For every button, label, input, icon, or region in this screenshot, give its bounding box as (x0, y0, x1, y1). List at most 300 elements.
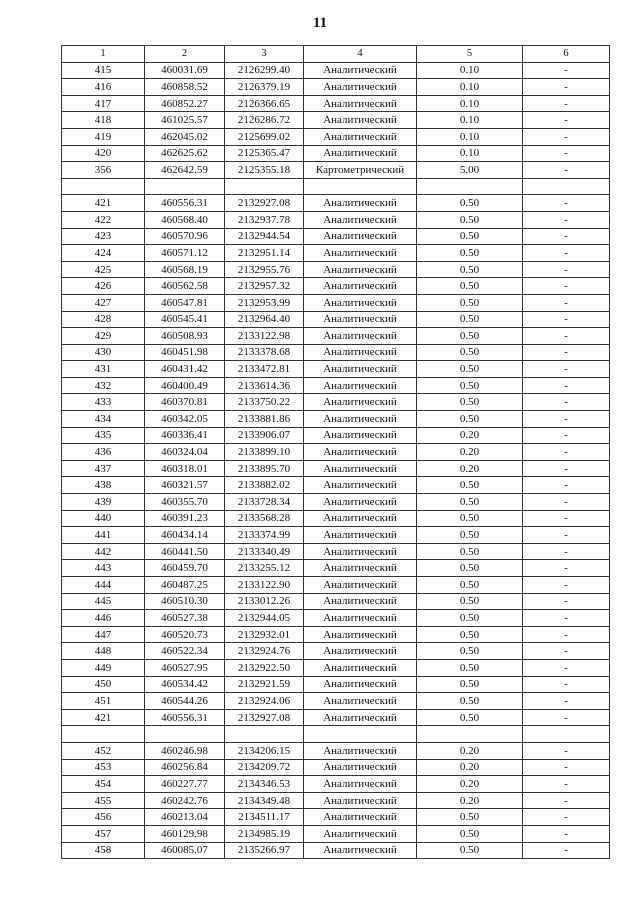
cell-x-coordinate: 460085.07 (145, 842, 225, 859)
cell-x-coordinate: 460570.96 (145, 228, 225, 245)
cell-method: Аналитический (304, 643, 417, 660)
cell-point-number: 430 (62, 344, 145, 361)
table-row (62, 344, 610, 361)
cell-method: Аналитический (304, 825, 417, 842)
cell-method: Аналитический (304, 444, 417, 461)
cell-note: - (523, 494, 610, 511)
table-body (62, 62, 610, 859)
cell-note: - (523, 261, 610, 278)
cell-x-coordinate: 460227.77 (145, 776, 225, 793)
cell-point-number: 436 (62, 444, 145, 461)
header-col-6: 6 (523, 46, 610, 63)
cell-note: - (523, 195, 610, 212)
table-row (62, 643, 610, 660)
table-row (62, 361, 610, 378)
cell-note: - (523, 460, 610, 477)
cell-y-coordinate: 2125699.02 (225, 128, 304, 145)
cell-point-number: 448 (62, 643, 145, 660)
cell-y-coordinate: 2133899.10 (225, 444, 304, 461)
cell-y-coordinate: 2132944.54 (225, 228, 304, 245)
cell-y-coordinate: 2133881.86 (225, 411, 304, 428)
cell-x-coordinate: 460858.52 (145, 79, 225, 96)
table-row (62, 311, 610, 328)
cell-point-number: 452 (62, 742, 145, 759)
cell-point-number: 431 (62, 361, 145, 378)
cell-method: Аналитический (304, 344, 417, 361)
cell-x-coordinate: 460852.27 (145, 95, 225, 112)
cell-x-coordinate: 460562.58 (145, 278, 225, 295)
cell-note: - (523, 211, 610, 228)
table-row (62, 95, 610, 112)
cell-x-coordinate: 460571.12 (145, 245, 225, 262)
cell-accuracy: 0.20 (417, 742, 523, 759)
cell-note: - (523, 759, 610, 776)
table-row (62, 145, 610, 162)
cell-accuracy: 0.50 (417, 278, 523, 295)
cell-x-coordinate: 460487.25 (145, 577, 225, 594)
cell-x-coordinate: 460434.14 (145, 527, 225, 544)
cell-x-coordinate: 460129.98 (145, 825, 225, 842)
cell-point-number: 438 (62, 477, 145, 494)
cell-accuracy: 0.50 (417, 494, 523, 511)
cell-note: - (523, 693, 610, 710)
cell-method: Аналитический (304, 95, 417, 112)
cell-note: - (523, 560, 610, 577)
cell-y-coordinate: 2133340.49 (225, 543, 304, 560)
cell-x-coordinate: 460431.42 (145, 361, 225, 378)
cell-accuracy: 0.50 (417, 543, 523, 560)
cell-y-coordinate: 2132964.40 (225, 311, 304, 328)
cell-note: - (523, 577, 610, 594)
cell-y-coordinate: 2132944.05 (225, 610, 304, 627)
cell-x-coordinate: 460391.23 (145, 510, 225, 527)
cell-x-coordinate: 460568.19 (145, 261, 225, 278)
cell-method: Аналитический (304, 510, 417, 527)
table-row (62, 759, 610, 776)
cell-point-number: 458 (62, 842, 145, 859)
cell-y-coordinate: 2135266.97 (225, 842, 304, 859)
cell-accuracy: 0.10 (417, 112, 523, 129)
cell-accuracy: 0.10 (417, 62, 523, 79)
cell-accuracy: 0.10 (417, 128, 523, 145)
cell-y-coordinate: 2132921.59 (225, 676, 304, 693)
cell-y-coordinate: 2134985.19 (225, 825, 304, 842)
cell-y-coordinate: 2133378.68 (225, 344, 304, 361)
cell-y-coordinate: 2133122.90 (225, 577, 304, 594)
cell-point-number: 423 (62, 228, 145, 245)
cell-method: Аналитический (304, 128, 417, 145)
cell-note: - (523, 427, 610, 444)
coordinates-table (61, 45, 610, 859)
cell-note: - (523, 643, 610, 660)
cell-point-number: 417 (62, 95, 145, 112)
cell-x-coordinate: 460527.95 (145, 659, 225, 676)
table-row (62, 809, 610, 826)
cell-note: - (523, 311, 610, 328)
cell-note: - (523, 527, 610, 544)
cell-point-number: 451 (62, 693, 145, 710)
cell-y-coordinate: 2126299.40 (225, 62, 304, 79)
cell-method: Аналитический (304, 294, 417, 311)
cell-note: - (523, 328, 610, 345)
cell-point-number: 440 (62, 510, 145, 527)
cell-point-number: 422 (62, 211, 145, 228)
cell-method: Аналитический (304, 195, 417, 212)
cell-accuracy: 0.20 (417, 776, 523, 793)
table-row (62, 377, 610, 394)
separator-row (62, 178, 610, 195)
cell-x-coordinate: 460451.98 (145, 344, 225, 361)
cell-y-coordinate: 2132953.99 (225, 294, 304, 311)
cell-y-coordinate: 2133728.34 (225, 494, 304, 511)
table-row (62, 162, 610, 179)
table-row (62, 427, 610, 444)
cell-point-number: 425 (62, 261, 145, 278)
cell-accuracy: 0.50 (417, 809, 523, 826)
cell-accuracy: 0.20 (417, 792, 523, 809)
cell-accuracy: 0.50 (417, 195, 523, 212)
cell-note: - (523, 112, 610, 129)
cell-x-coordinate: 460246.98 (145, 742, 225, 759)
cell-method: Аналитический (304, 842, 417, 859)
cell-note: - (523, 842, 610, 859)
table-row (62, 792, 610, 809)
cell-note: - (523, 394, 610, 411)
empty-cell (523, 726, 610, 743)
table-row (62, 693, 610, 710)
cell-method: Аналитический (304, 809, 417, 826)
cell-point-number: 442 (62, 543, 145, 560)
cell-method: Аналитический (304, 543, 417, 560)
cell-point-number: 420 (62, 145, 145, 162)
cell-y-coordinate: 2133614.36 (225, 377, 304, 394)
cell-y-coordinate: 2133122.98 (225, 328, 304, 345)
table-row (62, 477, 610, 494)
cell-accuracy: 0.50 (417, 560, 523, 577)
cell-method: Аналитический (304, 79, 417, 96)
cell-point-number: 441 (62, 527, 145, 544)
cell-y-coordinate: 2133012.26 (225, 593, 304, 610)
cell-point-number: 447 (62, 626, 145, 643)
cell-point-number: 434 (62, 411, 145, 428)
page-number: 11 (312, 15, 328, 31)
cell-note: - (523, 543, 610, 560)
cell-point-number: 450 (62, 676, 145, 693)
cell-method: Аналитический (304, 112, 417, 129)
empty-cell (304, 726, 417, 743)
empty-cell (145, 178, 225, 195)
cell-y-coordinate: 2125355.18 (225, 162, 304, 179)
cell-method: Аналитический (304, 427, 417, 444)
cell-accuracy: 0.50 (417, 593, 523, 610)
table-row (62, 510, 610, 527)
cell-y-coordinate: 2133895.70 (225, 460, 304, 477)
cell-accuracy: 0.10 (417, 145, 523, 162)
cell-method: Аналитический (304, 211, 417, 228)
cell-y-coordinate: 2132957.32 (225, 278, 304, 295)
cell-method: Аналитический (304, 527, 417, 544)
cell-method: Аналитический (304, 792, 417, 809)
cell-point-number: 455 (62, 792, 145, 809)
cell-x-coordinate: 460370.81 (145, 394, 225, 411)
empty-cell (62, 178, 145, 195)
table-row (62, 610, 610, 627)
cell-y-coordinate: 2133568.28 (225, 510, 304, 527)
table-row (62, 842, 610, 859)
cell-x-coordinate: 460522.34 (145, 643, 225, 660)
cell-y-coordinate: 2133255.12 (225, 560, 304, 577)
table-row (62, 195, 610, 212)
cell-point-number: 356 (62, 162, 145, 179)
cell-method: Аналитический (304, 311, 417, 328)
cell-y-coordinate: 2134346.53 (225, 776, 304, 793)
cell-method: Аналитический (304, 494, 417, 511)
table-row (62, 659, 610, 676)
cell-method: Аналитический (304, 709, 417, 726)
cell-point-number: 454 (62, 776, 145, 793)
empty-cell (304, 178, 417, 195)
cell-point-number: 435 (62, 427, 145, 444)
header-col-1: 1 (62, 46, 145, 63)
cell-x-coordinate: 460556.31 (145, 195, 225, 212)
cell-y-coordinate: 2133472.81 (225, 361, 304, 378)
cell-x-coordinate: 460321.57 (145, 477, 225, 494)
cell-note: - (523, 128, 610, 145)
cell-x-coordinate: 460336.41 (145, 427, 225, 444)
cell-x-coordinate: 460510.30 (145, 593, 225, 610)
table-row (62, 543, 610, 560)
cell-y-coordinate: 2132932.01 (225, 626, 304, 643)
cell-x-coordinate: 460544.26 (145, 693, 225, 710)
cell-y-coordinate: 2132927.08 (225, 195, 304, 212)
cell-point-number: 443 (62, 560, 145, 577)
cell-note: - (523, 294, 610, 311)
cell-method: Аналитический (304, 62, 417, 79)
cell-method: Аналитический (304, 261, 417, 278)
cell-accuracy: 0.50 (417, 527, 523, 544)
cell-x-coordinate: 462625.62 (145, 145, 225, 162)
cell-note: - (523, 245, 610, 262)
table-row (62, 245, 610, 262)
cell-method: Аналитический (304, 145, 417, 162)
table-row (62, 411, 610, 428)
cell-accuracy: 0.20 (417, 444, 523, 461)
cell-accuracy: 0.50 (417, 510, 523, 527)
cell-y-coordinate: 2132951.14 (225, 245, 304, 262)
cell-accuracy: 0.50 (417, 411, 523, 428)
table-row (62, 776, 610, 793)
cell-x-coordinate: 460527.38 (145, 610, 225, 627)
cell-point-number: 449 (62, 659, 145, 676)
cell-method: Аналитический (304, 759, 417, 776)
cell-point-number: 416 (62, 79, 145, 96)
cell-x-coordinate: 460242.76 (145, 792, 225, 809)
cell-x-coordinate: 462642.59 (145, 162, 225, 179)
cell-point-number: 424 (62, 245, 145, 262)
cell-note: - (523, 162, 610, 179)
empty-cell (523, 178, 610, 195)
cell-point-number: 426 (62, 278, 145, 295)
cell-y-coordinate: 2132922.50 (225, 659, 304, 676)
cell-method: Аналитический (304, 676, 417, 693)
cell-accuracy: 0.10 (417, 95, 523, 112)
header-col-5: 5 (417, 46, 523, 63)
cell-note: - (523, 444, 610, 461)
table-row (62, 79, 610, 96)
cell-accuracy: 0.50 (417, 693, 523, 710)
cell-y-coordinate: 2133882.02 (225, 477, 304, 494)
cell-y-coordinate: 2125365.47 (225, 145, 304, 162)
cell-x-coordinate: 460318.01 (145, 460, 225, 477)
cell-note: - (523, 411, 610, 428)
cell-point-number: 456 (62, 809, 145, 826)
cell-accuracy: 0.50 (417, 842, 523, 859)
cell-accuracy: 0.50 (417, 294, 523, 311)
cell-note: - (523, 610, 610, 627)
cell-note: - (523, 510, 610, 527)
cell-point-number: 437 (62, 460, 145, 477)
table-row (62, 261, 610, 278)
cell-note: - (523, 278, 610, 295)
cell-accuracy: 0.50 (417, 676, 523, 693)
table-header (62, 46, 610, 63)
cell-y-coordinate: 2134349.48 (225, 792, 304, 809)
cell-method: Картометрический (304, 162, 417, 179)
cell-point-number: 432 (62, 377, 145, 394)
cell-method: Аналитический (304, 742, 417, 759)
cell-point-number: 433 (62, 394, 145, 411)
cell-point-number: 421 (62, 195, 145, 212)
cell-accuracy: 0.50 (417, 394, 523, 411)
empty-cell (417, 178, 523, 195)
cell-accuracy: 0.50 (417, 626, 523, 643)
table-row (62, 527, 610, 544)
cell-method: Аналитический (304, 278, 417, 295)
table-row (62, 742, 610, 759)
cell-point-number: 445 (62, 593, 145, 610)
cell-note: - (523, 742, 610, 759)
cell-y-coordinate: 2132927.08 (225, 709, 304, 726)
cell-method: Аналитический (304, 377, 417, 394)
table-row (62, 626, 610, 643)
table-row (62, 278, 610, 295)
cell-method: Аналитический (304, 477, 417, 494)
cell-note: - (523, 477, 610, 494)
cell-accuracy: 0.20 (417, 460, 523, 477)
table-row (62, 560, 610, 577)
cell-x-coordinate: 460545.41 (145, 311, 225, 328)
cell-y-coordinate: 2132924.76 (225, 643, 304, 660)
cell-accuracy: 0.10 (417, 79, 523, 96)
cell-accuracy: 0.50 (417, 245, 523, 262)
cell-point-number: 457 (62, 825, 145, 842)
table-row (62, 676, 610, 693)
cell-accuracy: 0.50 (417, 477, 523, 494)
cell-y-coordinate: 2133374.99 (225, 527, 304, 544)
cell-method: Аналитический (304, 693, 417, 710)
cell-method: Аналитический (304, 776, 417, 793)
empty-cell (145, 726, 225, 743)
cell-note: - (523, 95, 610, 112)
cell-point-number: 427 (62, 294, 145, 311)
cell-point-number: 415 (62, 62, 145, 79)
cell-accuracy: 0.50 (417, 261, 523, 278)
cell-accuracy: 0.50 (417, 610, 523, 627)
cell-note: - (523, 361, 610, 378)
cell-method: Аналитический (304, 610, 417, 627)
cell-point-number: 444 (62, 577, 145, 594)
cell-method: Аналитический (304, 659, 417, 676)
cell-y-coordinate: 2133906.07 (225, 427, 304, 444)
cell-accuracy: 0.50 (417, 709, 523, 726)
cell-x-coordinate: 460534.42 (145, 676, 225, 693)
cell-y-coordinate: 2126379.19 (225, 79, 304, 96)
cell-point-number: 428 (62, 311, 145, 328)
table-row (62, 825, 610, 842)
cell-method: Аналитический (304, 328, 417, 345)
cell-x-coordinate: 461025.57 (145, 112, 225, 129)
table-row (62, 394, 610, 411)
cell-y-coordinate: 2126366.65 (225, 95, 304, 112)
cell-note: - (523, 676, 610, 693)
cell-note: - (523, 344, 610, 361)
cell-y-coordinate: 2134209.72 (225, 759, 304, 776)
table-row (62, 460, 610, 477)
cell-point-number: 419 (62, 128, 145, 145)
cell-accuracy: 0.20 (417, 759, 523, 776)
cell-point-number: 418 (62, 112, 145, 129)
table-row (62, 112, 610, 129)
table-row (62, 444, 610, 461)
cell-x-coordinate: 460355.70 (145, 494, 225, 511)
table-row (62, 494, 610, 511)
table-row (62, 593, 610, 610)
cell-accuracy: 0.50 (417, 344, 523, 361)
empty-cell (62, 726, 145, 743)
table-row (62, 211, 610, 228)
header-col-4: 4 (304, 46, 417, 63)
cell-y-coordinate: 2126286.72 (225, 112, 304, 129)
table-row (62, 228, 610, 245)
header-col-2: 2 (145, 46, 225, 63)
cell-note: - (523, 709, 610, 726)
cell-method: Аналитический (304, 361, 417, 378)
cell-accuracy: 0.50 (417, 211, 523, 228)
cell-y-coordinate: 2132924.06 (225, 693, 304, 710)
cell-note: - (523, 377, 610, 394)
cell-note: - (523, 228, 610, 245)
cell-accuracy: 0.50 (417, 643, 523, 660)
cell-note: - (523, 825, 610, 842)
empty-cell (417, 726, 523, 743)
cell-note: - (523, 62, 610, 79)
cell-x-coordinate: 460213.04 (145, 809, 225, 826)
cell-method: Аналитический (304, 394, 417, 411)
cell-note: - (523, 626, 610, 643)
cell-x-coordinate: 460508.93 (145, 328, 225, 345)
cell-point-number: 421 (62, 709, 145, 726)
cell-accuracy: 0.50 (417, 377, 523, 394)
cell-x-coordinate: 460556.31 (145, 709, 225, 726)
cell-accuracy: 5.00 (417, 162, 523, 179)
cell-note: - (523, 776, 610, 793)
cell-accuracy: 0.50 (417, 577, 523, 594)
cell-note: - (523, 145, 610, 162)
table-row (62, 328, 610, 345)
cell-note: - (523, 79, 610, 96)
cell-x-coordinate: 460324.04 (145, 444, 225, 461)
cell-method: Аналитический (304, 560, 417, 577)
